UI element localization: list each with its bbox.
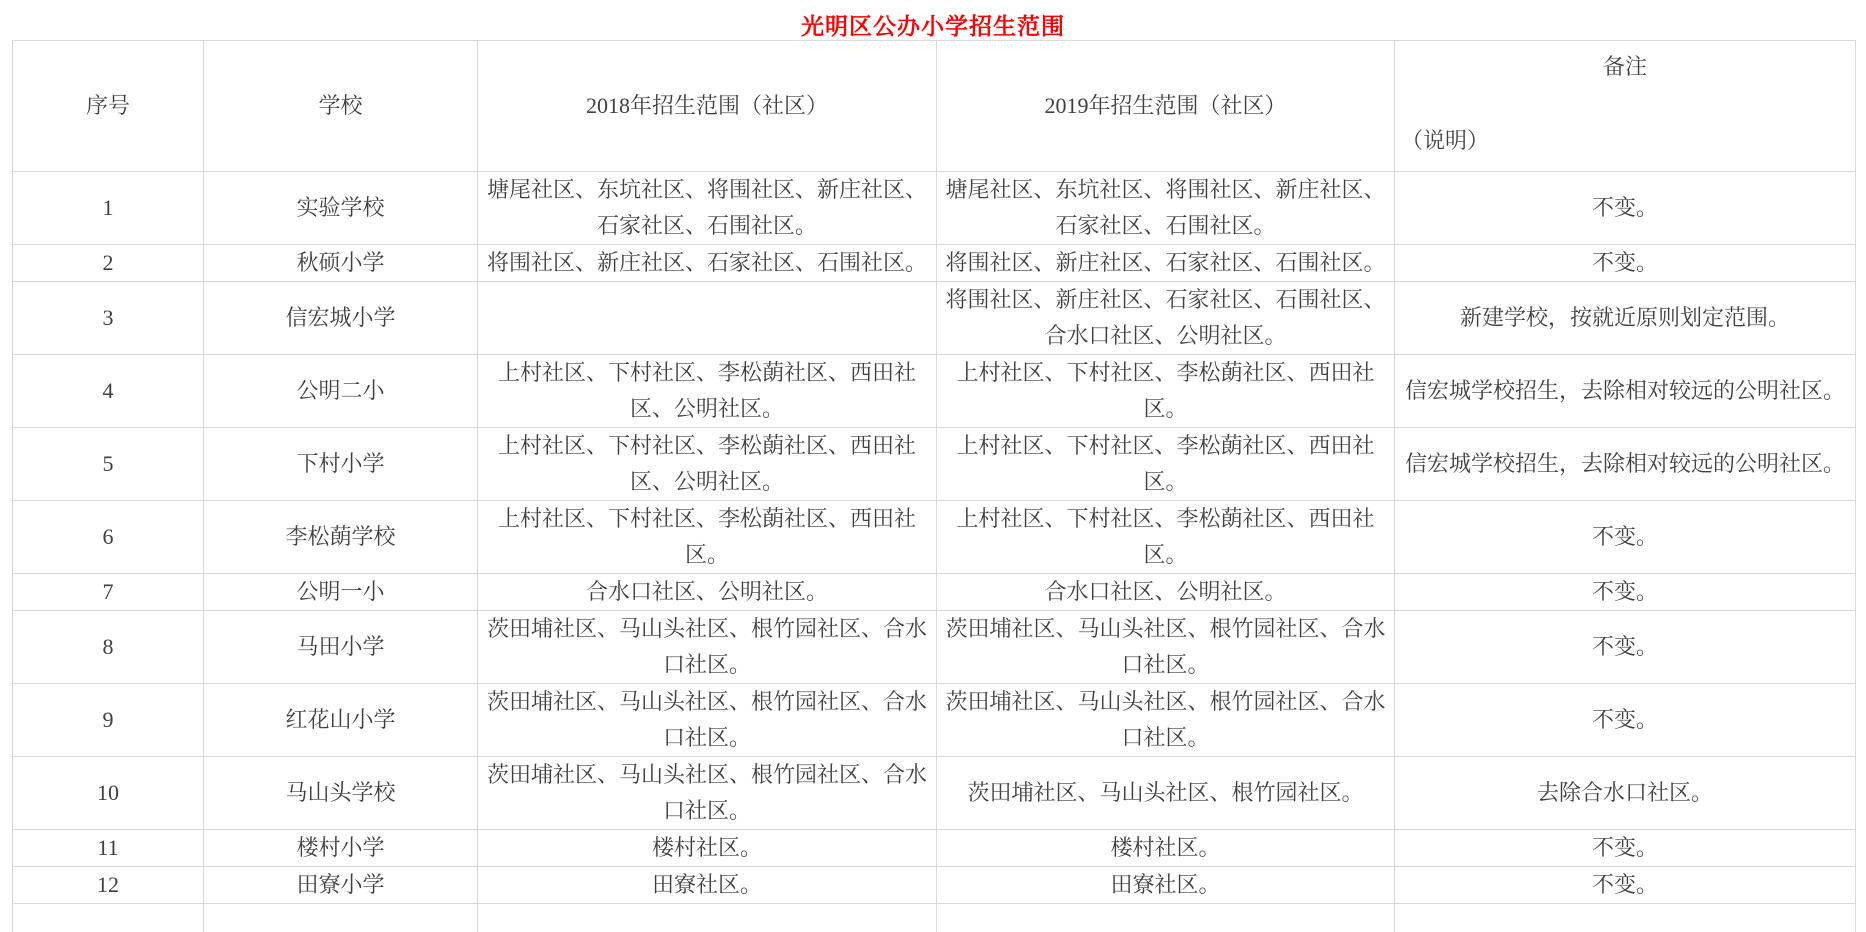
table-row (13, 172, 1856, 245)
cell-no: 7 (13, 574, 204, 611)
cell-range-2018: 上村社区、下村社区、李松蓢社区、西田社区、公明社区。 (478, 428, 937, 501)
cell-no: 8 (13, 611, 204, 684)
empty-cell (204, 904, 478, 932)
cell-range-2019: 茨田埔社区、马山头社区、根竹园社区。 (937, 757, 1395, 830)
cell-range-2018: 茨田埔社区、马山头社区、根竹园社区、合水口社区。 (478, 684, 937, 757)
cell-remark: 不变。 (1395, 830, 1856, 867)
cell-no: 2 (13, 245, 204, 282)
table-row (13, 574, 1856, 611)
cell-no: 12 (13, 867, 204, 904)
table-row (13, 830, 1856, 867)
cell-range-2019: 塘尾社区、东坑社区、将围社区、新庄社区、石家社区、石围社区。 (937, 172, 1395, 245)
cell-range-2018: 茨田埔社区、马山头社区、根竹园社区、合水口社区。 (478, 757, 937, 830)
header-remark-label: 备注 (1602, 54, 1647, 79)
cell-remark: 去除合水口社区。 (1395, 757, 1856, 830)
table-row (13, 757, 1856, 830)
cell-range-2019: 合水口社区、公明社区。 (937, 574, 1395, 611)
table-row (13, 501, 1856, 574)
cell-range-2019: 上村社区、下村社区、李松蓢社区、西田社区。 (937, 501, 1395, 574)
cell-school: 田寮小学 (204, 867, 478, 904)
header-remark (1395, 41, 1856, 172)
cell-range-2018: 上村社区、下村社区、李松蓢社区、西田社区、公明社区。 (478, 355, 937, 428)
cell-range-2019: 将围社区、新庄社区、石家社区、石围社区。 (937, 245, 1395, 282)
cell-school: 公明一小 (204, 574, 478, 611)
cell-remark: 不变。 (1395, 172, 1856, 245)
table-body (13, 172, 1856, 932)
table-row (13, 282, 1856, 355)
cell-no: 9 (13, 684, 204, 757)
cell-no: 4 (13, 355, 204, 428)
table-row (13, 355, 1856, 428)
cell-range-2018: 塘尾社区、东坑社区、将围社区、新庄社区、石家社区、石围社区。 (478, 172, 937, 245)
cell-no: 11 (13, 830, 204, 867)
cell-range-2018: 合水口社区、公明社区。 (478, 574, 937, 611)
cell-no: 6 (13, 501, 204, 574)
table-row (13, 684, 1856, 757)
cell-range-2019: 茨田埔社区、马山头社区、根竹园社区、合水口社区。 (937, 611, 1395, 684)
enrollment-range-table (12, 40, 1856, 932)
cell-range-2018: 田寮社区。 (478, 867, 937, 904)
cell-no: 5 (13, 428, 204, 501)
table-header (13, 41, 1856, 172)
cell-no: 3 (13, 282, 204, 355)
cell-remark: 不变。 (1395, 245, 1856, 282)
table-row (13, 428, 1856, 501)
table-row (13, 611, 1856, 684)
table-row (13, 245, 1856, 282)
cut-off-row (13, 904, 1856, 932)
cell-no: 1 (13, 172, 204, 245)
cell-remark: 信宏城学校招生，去除相对较远的公明社区。 (1395, 428, 1856, 501)
header-range-2018: 2018年招生范围（社区） (478, 41, 937, 172)
cell-remark: 信宏城学校招生，去除相对较远的公明社区。 (1395, 355, 1856, 428)
header-remark-note: （说明） (1401, 128, 1490, 153)
cell-school: 马田小学 (204, 611, 478, 684)
header-no: 序号 (13, 41, 204, 172)
cell-range-2019: 茨田埔社区、马山头社区、根竹园社区、合水口社区。 (937, 684, 1395, 757)
cell-remark: 不变。 (1395, 611, 1856, 684)
cell-remark: 不变。 (1395, 574, 1856, 611)
cell-school: 李松蓢学校 (204, 501, 478, 574)
cell-range-2018: 楼村社区。 (478, 830, 937, 867)
cell-school: 公明二小 (204, 355, 478, 428)
page-title: 光明区公办小学招生范围 (801, 13, 1065, 39)
cell-school: 实验学校 (204, 172, 478, 245)
empty-cell (1395, 904, 1856, 932)
header-range-2019: 2019年招生范围（社区） (937, 41, 1395, 172)
header-school: 学校 (204, 41, 478, 172)
cell-school: 下村小学 (204, 428, 478, 501)
empty-cell (13, 904, 204, 932)
cell-school: 信宏城小学 (204, 282, 478, 355)
cell-remark: 不变。 (1395, 501, 1856, 574)
empty-cell (478, 904, 937, 932)
cell-range-2019: 田寮社区。 (937, 867, 1395, 904)
cell-school: 马山头学校 (204, 757, 478, 830)
cell-range-2018: 茨田埔社区、马山头社区、根竹园社区、合水口社区。 (478, 611, 937, 684)
header-row (13, 41, 1856, 172)
cell-range-2018 (478, 282, 937, 355)
empty-cell (937, 904, 1395, 932)
cell-school: 秋硕小学 (204, 245, 478, 282)
table-row (13, 867, 1856, 904)
cell-range-2019: 将围社区、新庄社区、石家社区、石围社区、合水口社区、公明社区。 (937, 282, 1395, 355)
cell-school: 红花山小学 (204, 684, 478, 757)
cell-school: 楼村小学 (204, 830, 478, 867)
cell-range-2019: 楼村社区。 (937, 830, 1395, 867)
cell-range-2018: 将围社区、新庄社区、石家社区、石围社区。 (478, 245, 937, 282)
cell-no: 10 (13, 757, 204, 830)
cell-range-2019: 上村社区、下村社区、李松蓢社区、西田社区。 (937, 355, 1395, 428)
cell-remark: 不变。 (1395, 867, 1856, 904)
cell-remark: 新建学校，按就近原则划定范围。 (1395, 282, 1856, 355)
cell-remark: 不变。 (1395, 684, 1856, 757)
cell-range-2018: 上村社区、下村社区、李松蓢社区、西田社区。 (478, 501, 937, 574)
cell-range-2019: 上村社区、下村社区、李松蓢社区、西田社区。 (937, 428, 1395, 501)
